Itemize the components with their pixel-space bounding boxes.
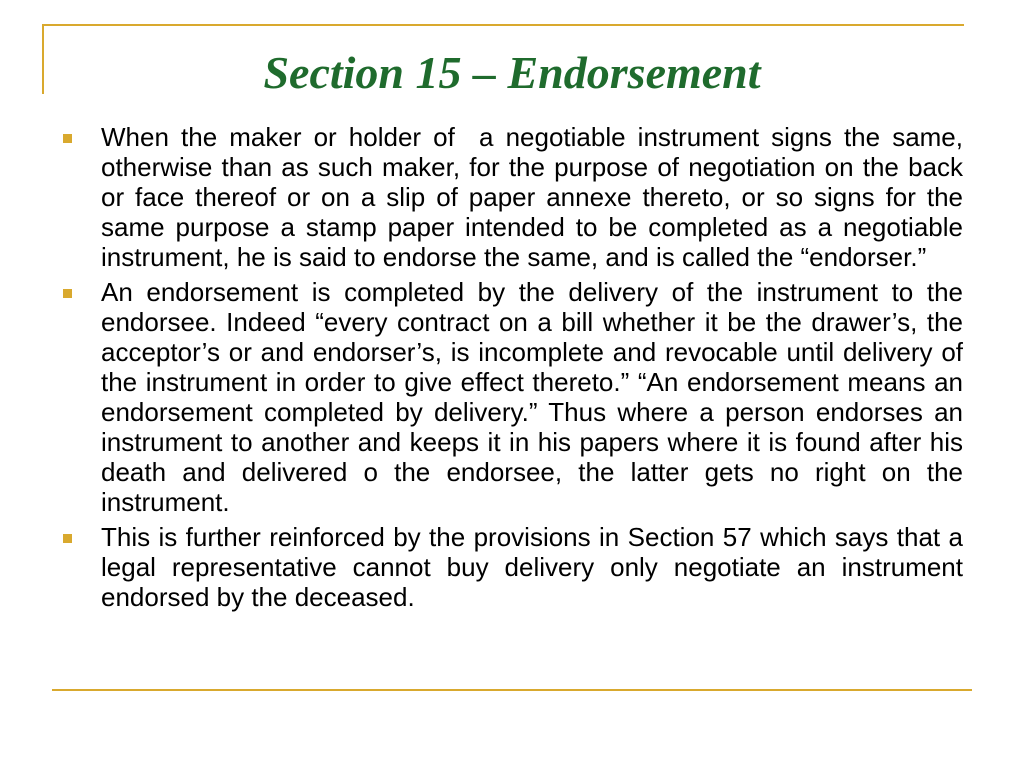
top-border-line: [42, 24, 964, 26]
bullet-text: An endorsement is completed by the delivery of the instrument to the endorsee. Indeed “every contract on a bill whether it be the drawer’s, the acceptor’s or and endorser’s, is incomplete and revocable until delivery of the instrument in order to give effect thereto.” “An endorsement means an endorsement completed by delivery.” Thus where a person endorses an instrument to another and keeps it in his papers where it is found after his death and delivered o the endorsee, the latter gets no right on the instrument.: [101, 277, 971, 517]
bullet-item: [0, 277, 971, 517]
bullet-item: [0, 122, 971, 272]
square-bullet-icon: [63, 134, 72, 143]
bullet-text: When the maker or holder of a negotiable instrument signs the same, otherwise than as such maker, for the purpose of negotiation on the back or face thereof or on a slip of paper annexe thereto, or so signs for the same purpose a stamp paper intended to be completed as a negotiable instrument, he is said to endorse the same, and is called the “endorser.”: [101, 122, 971, 272]
bottom-border-line: [52, 689, 972, 691]
square-bullet-icon: [63, 534, 72, 543]
bullet-list: [0, 122, 1024, 617]
bullet-text: This is further reinforced by the provisions in Section 57 which says that a legal representative cannot buy delivery only negotiate an instrument endorsed by the deceased.: [101, 522, 971, 612]
slide-title: Section 15 – Endorsement: [263, 47, 761, 98]
square-bullet-icon: [63, 289, 72, 298]
bullet-item: [0, 522, 971, 612]
